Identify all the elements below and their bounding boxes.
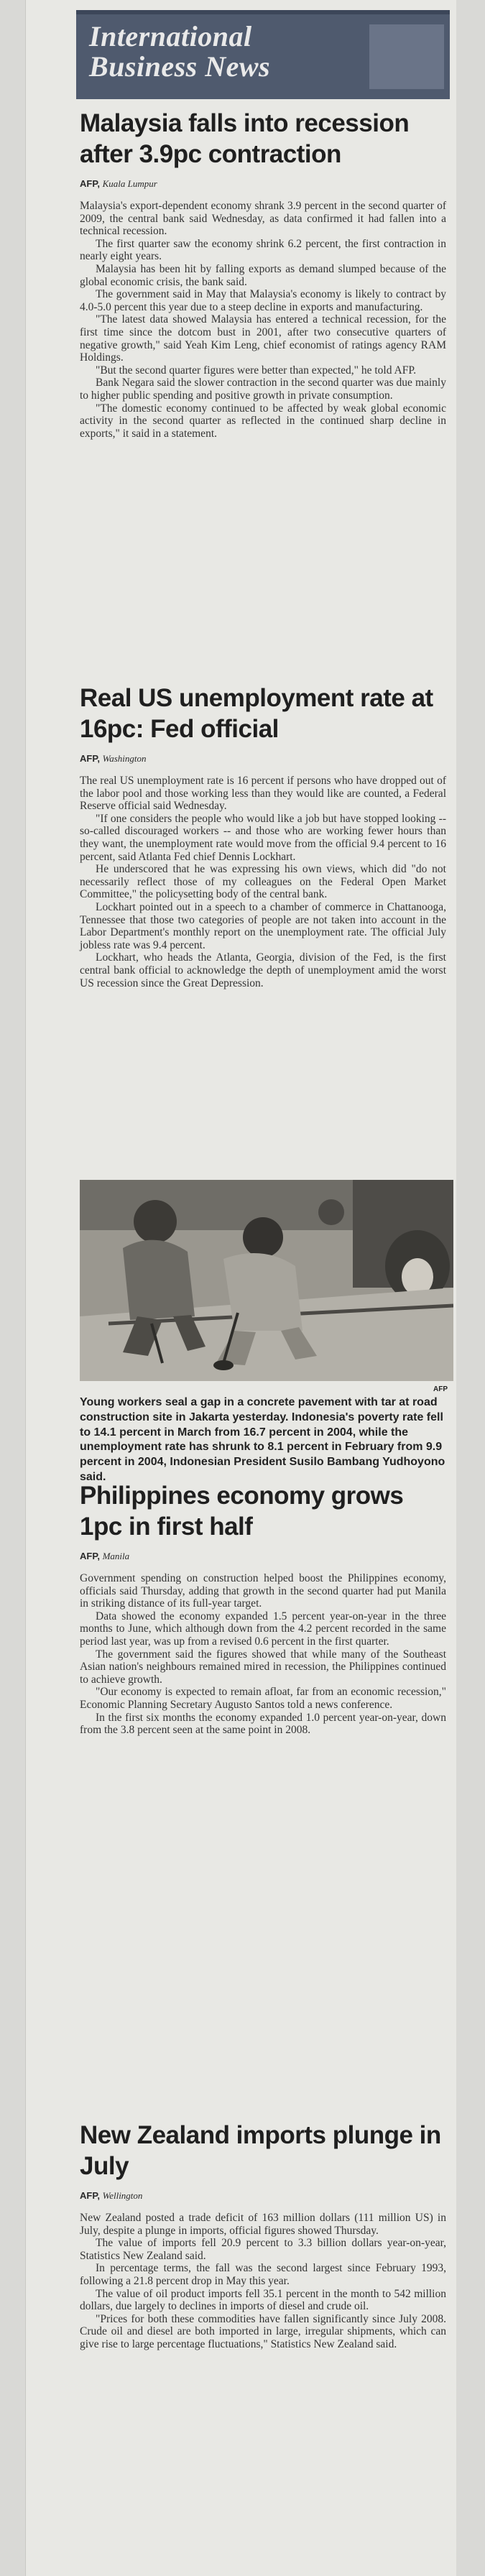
section-title-line1: International (89, 20, 252, 52)
article-dateline (80, 2190, 446, 2202)
article-new-zealand (80, 2120, 446, 2351)
page-gutter (456, 0, 485, 2576)
section-title (89, 22, 270, 82)
article-paragraph: The government said the figures showed that while many of the Southeast Asian nation's neighbours remained mired in recession, the Philippines continued to achieve growth. (80, 1648, 446, 1686)
article-dateline (80, 178, 446, 190)
article-body (80, 200, 446, 440)
dateline-location: Washington (102, 753, 147, 764)
article-body (80, 2212, 446, 2351)
article-paragraph: The government said in May that Malaysia's economy is likely to contract by 4.0-5.0 percent this year due to a steep decline in exports and manufacturing. (80, 288, 446, 313)
dateline-agency: AFP, (80, 2190, 100, 2201)
dateline-location: Kuala Lumpur (102, 178, 157, 189)
article-paragraph: "The latest data showed Malaysia has entered a technical recession, for the first time since the dotcom bust in 2001, after two consecutive quarters of negative growth," said Yeah Kim Leng, chief economist of ratings agency RAM Holdings. (80, 313, 446, 364)
article-paragraph: Malaysia has been hit by falling exports as demand slumped because of the global economic crisis, the bank said. (80, 262, 446, 288)
photo-credit: AFP (433, 1385, 448, 1393)
dateline-agency: AFP, (80, 753, 100, 764)
article-headline: Malaysia falls into recession after 3.9pc contraction (80, 109, 410, 168)
article-paragraph: "If one considers the people who would like a job but have stopped looking -- so-called discouraged workers -- and those who are working fewer hours than they want, the unemployment rate would move from the official 9.4 percent to 16 percent, said Atlanta Fed chief Dennis Lockhart. (80, 812, 446, 863)
dateline-location: Wellington (102, 2190, 143, 2201)
article-headline: Philippines economy grows 1pc in first half (80, 1482, 404, 1541)
section-banner (76, 10, 450, 99)
article-paragraph: "Prices for both these commodities have fallen significantly since July 2008. Crude oil and diesel are both imported in large, irregular shipments, which can give rise to large percentage fluctuations," Statistics New Zealand said. (80, 2312, 446, 2350)
article-body (80, 775, 446, 989)
article-paragraph: He underscored that he was expressing his own views, which did "do not necessarily reflect those of my colleagues on the Federal Open Market Committee," the policysetting body of the central bank. (80, 863, 446, 901)
newspaper-page (25, 0, 457, 2576)
dateline-location: Manila (102, 1551, 130, 1561)
dateline-agency: AFP, (80, 178, 100, 189)
article-paragraph: The value of oil product imports fell 35.1 percent in the month to 542 million dollars, due largely to declines in imports of diesel and crude oil. (80, 2287, 446, 2313)
article-paragraph: Malaysia's export-dependent economy shrank 3.9 percent in the second quarter of 2009, the central bank said Wednesday, as data confirmed it had fallen into a technical recession. (80, 200, 446, 238)
article-paragraph: Lockhart pointed out in a speech to a chamber of commerce in Chattanooga, Tennessee that those two categories of people are not taken into account in the Labor Department's monthly report on the unemployment rate. The official July jobless rate was 9.4 percent. (80, 900, 446, 951)
article-dateline (80, 1551, 446, 1562)
article-paragraph: "Our economy is expected to remain afloat, far from an economic recession," Economic Planning Secretary Augusto Santos told a news conference. (80, 1686, 446, 1711)
article-paragraph: "But the second quarter figures were better than expected," he told AFP. (96, 364, 417, 377)
article-malaysia (80, 108, 446, 440)
article-paragraph: In percentage terms, the fall was the second largest since February 1993, following a 21.8 percent drop in May this year. (80, 2262, 446, 2287)
article-paragraph: Government spending on construction helped boost the Philippines economy, officials said Thursday, adding that growth in the second quarter had put Manila in striking distance of its full-year target. (80, 1572, 446, 1610)
dateline-agency: AFP, (80, 1551, 100, 1561)
article-dateline (80, 753, 446, 765)
article-paragraph: New Zealand posted a trade deficit of 163 million dollars (111 million US) in July, despite a plunge in imports, official figures showed Thursday. (80, 2212, 446, 2237)
article-paragraph: "The domestic economy continued to be affected by weak global economic activity in the second quarter as reflected in the continued sharp decline in exports," it said in a statement. (80, 402, 446, 440)
article-paragraph: The first quarter saw the economy shrink 6.2 percent, the first contraction in nearly eight years. (80, 237, 446, 263)
section-title-line2: Business News (89, 50, 271, 83)
photo-caption: Young workers seal a gap in a concrete pavement with tar at road construction site in Jakarta yesterday. Indonesia's poverty rate fell to 14.1 percent in March from 16.7 percent in 2004, while the unemployment rate has shrunk to 8.1 percent in February from 9.9 percent in 2004, Indonesian President Susilo Bambang Yudhoyono said. (80, 1396, 445, 1483)
article-headline: New Zealand imports plunge in July (80, 2121, 441, 2180)
article-us-unemployment (80, 683, 446, 989)
article-philippines (80, 1480, 446, 1737)
article-paragraph: The value of imports fell 20.9 percent to 3.3 billion dollars year-on-year, Statistics New Zealand said. (80, 2237, 446, 2262)
article-paragraph: Data showed the economy expanded 1.5 percent year-on-year in the three months to June, which although down from the 4.2 percent recorded in the same period last year, was up from a revised 0.6 percent in the first quarter. (80, 1610, 446, 1648)
article-headline: Real US unemployment rate at 16pc: Fed official (80, 684, 433, 743)
workers-photo-illustration (80, 1180, 453, 1381)
article-paragraph: In the first six months the economy expanded 1.0 percent year-on-year, down from the 3.8 percent seen at the same point in 2008. (80, 1711, 446, 1737)
news-photo (80, 1180, 453, 1381)
banner-graphic-box (369, 24, 444, 89)
article-paragraph: Bank Negara said the slower contraction in the second quarter was due mainly to higher public spending and positive growth in private consumption. (80, 377, 446, 402)
article-paragraph: The real US unemployment rate is 16 percent if persons who have dropped out of the labor pool and those working less than they would like are counted, a Federal Reserve official said Wednesday. (80, 775, 446, 813)
article-paragraph: Lockhart, who heads the Atlanta, Georgia, division of the Fed, is the first central bank official to acknowledge the depth of unemployment amid the worst US recession since the Great Depression. (80, 951, 446, 989)
article-body (80, 1572, 446, 1737)
